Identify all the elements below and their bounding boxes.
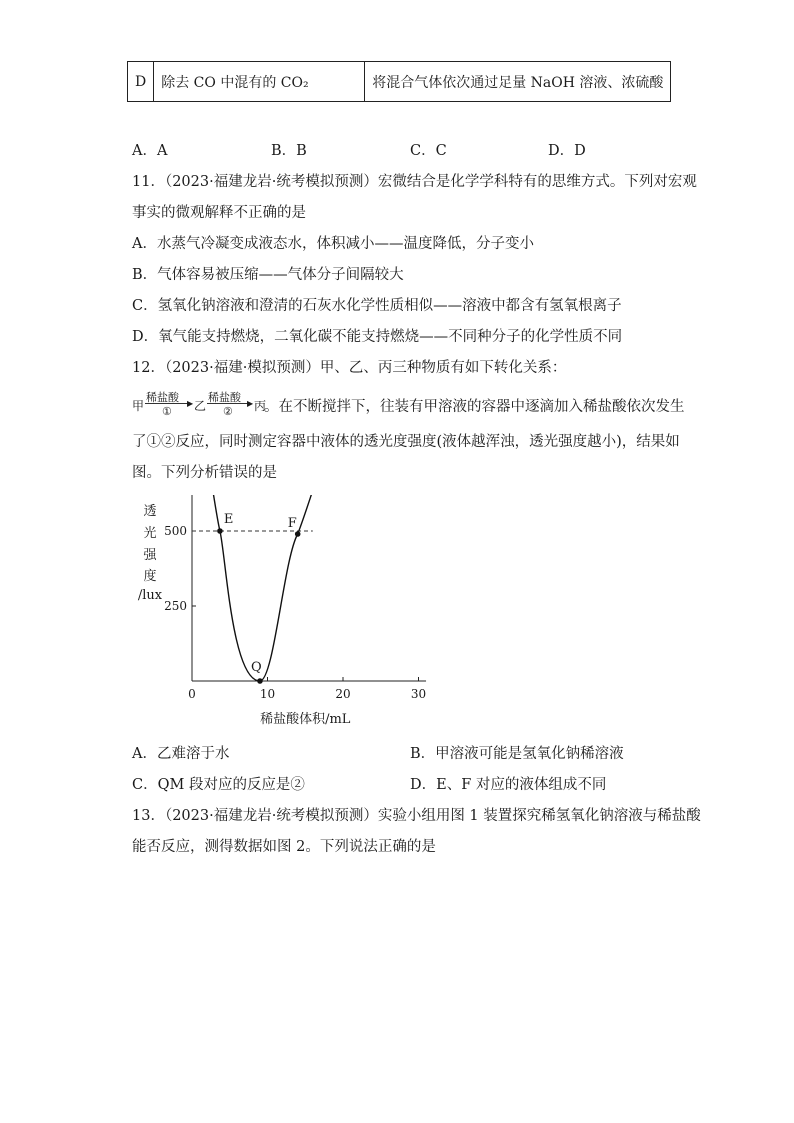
- y-axis-label: 强: [143, 548, 157, 563]
- data-point-f: [295, 531, 301, 537]
- q12-option-a[interactable]: A．乙难溶于水: [132, 746, 230, 762]
- scheme-reagent-2: 稀盐酸: [208, 391, 241, 404]
- data-point-e: [217, 528, 223, 534]
- q12-stem-line4: 图。下列分析错误的是: [132, 465, 277, 481]
- table-cell-letter: D: [128, 62, 154, 102]
- table-cell-purpose: 除去 CO 中混有的 CO₂: [154, 62, 365, 102]
- table-row: [128, 62, 671, 102]
- arrow-head-icon: ▶: [247, 399, 254, 408]
- q10-option-d[interactable]: D．D: [548, 143, 586, 159]
- table-cell-method: 将混合气体依次通过足量 NaOH 溶液、浓硫酸: [365, 62, 671, 102]
- q11-stem-line2: 事实的微观解释不正确的是: [132, 205, 306, 221]
- q12-stem-line2: 。在不断搅拌下，往装有甲溶液的容器中逐滴加入稀盐酸依次发生: [264, 399, 685, 415]
- q12-option-d[interactable]: D．E、F 对应的液体组成不同: [410, 777, 607, 793]
- q11-option-a[interactable]: A．水蒸气冷凝变成液态水，体积减小——温度降低，分子变小: [132, 236, 534, 252]
- transmittance-chart: [130, 495, 440, 735]
- y-axis-label: 光: [143, 526, 157, 541]
- q10-option-a[interactable]: A．A: [132, 143, 168, 159]
- y-axis-label: 度: [143, 569, 157, 584]
- q10-option-b[interactable]: B．B: [271, 143, 307, 159]
- x-axis-label: 稀盐酸体积/mL: [260, 712, 351, 727]
- scheme-step-1: ①: [162, 405, 172, 418]
- scheme-substance-a: 甲: [132, 399, 145, 413]
- x-tick-label: 0: [188, 687, 196, 701]
- reaction-scheme: [132, 390, 267, 420]
- q11-option-b[interactable]: B．气体容易被压缩——气体分子间隔较大: [132, 267, 404, 283]
- scheme-substance-c: 丙: [254, 399, 267, 413]
- x-tick-label: 10: [259, 687, 276, 701]
- point-label-q: Q: [250, 660, 262, 675]
- y-axis-label: /lux: [137, 588, 163, 603]
- q12-stem: 12．（2023·福建·模拟预测）甲、乙、丙三种物质有如下转化关系：: [132, 360, 567, 376]
- q12-option-c[interactable]: C．QM 段对应的反应是②: [132, 777, 305, 793]
- q11-stem-line1: 11．（2023·福建龙岩·统考模拟预测）宏微结合是化学学科特有的思维方式。下列对宏观: [132, 174, 697, 190]
- scheme-substance-b: 乙: [194, 399, 207, 413]
- y-tick-label: 500: [164, 524, 187, 538]
- q12-stem-line3: 了①②反应，同时测定容器中液体的透光度强度(液体越浑浊，透光强度越小)，结果如: [132, 434, 680, 450]
- data-point-q: [257, 678, 263, 684]
- q11-option-d[interactable]: D．氧气能支持燃烧，二氧化碳不能支持燃烧——不同种分子的化学性质不同: [132, 329, 623, 345]
- q10-option-c[interactable]: C．C: [410, 143, 447, 159]
- options-table: [127, 61, 671, 102]
- q12-option-b[interactable]: B．甲溶液可能是氢氧化钠稀溶液: [410, 746, 624, 762]
- point-label-e: E: [223, 512, 234, 527]
- q13-stem-line2: 能否反应，测得数据如图 2。下列说法正确的是: [132, 839, 436, 855]
- arrow-head-icon: ▶: [187, 399, 194, 408]
- point-label-f: F: [287, 516, 297, 531]
- x-tick-label: 20: [335, 687, 351, 701]
- scheme-reagent-1: 稀盐酸: [146, 391, 179, 404]
- q11-option-c[interactable]: C．氢氧化钠溶液和澄清的石灰水化学性质相似——溶液中都含有氢氧根离子: [132, 298, 622, 314]
- q13-stem-line1: 13．（2023·福建龙岩·统考模拟预测）实验小组用图 1 装置探究稀氢氧化钠溶液与稀盐酸: [132, 808, 701, 824]
- scheme-arrow-1: [145, 403, 191, 404]
- x-tick-label: 30: [410, 687, 427, 701]
- y-axis-label: 透: [143, 504, 157, 519]
- y-tick-label: 250: [164, 599, 187, 613]
- scheme-step-2: ②: [223, 405, 233, 418]
- scheme-arrow-2: [207, 403, 251, 404]
